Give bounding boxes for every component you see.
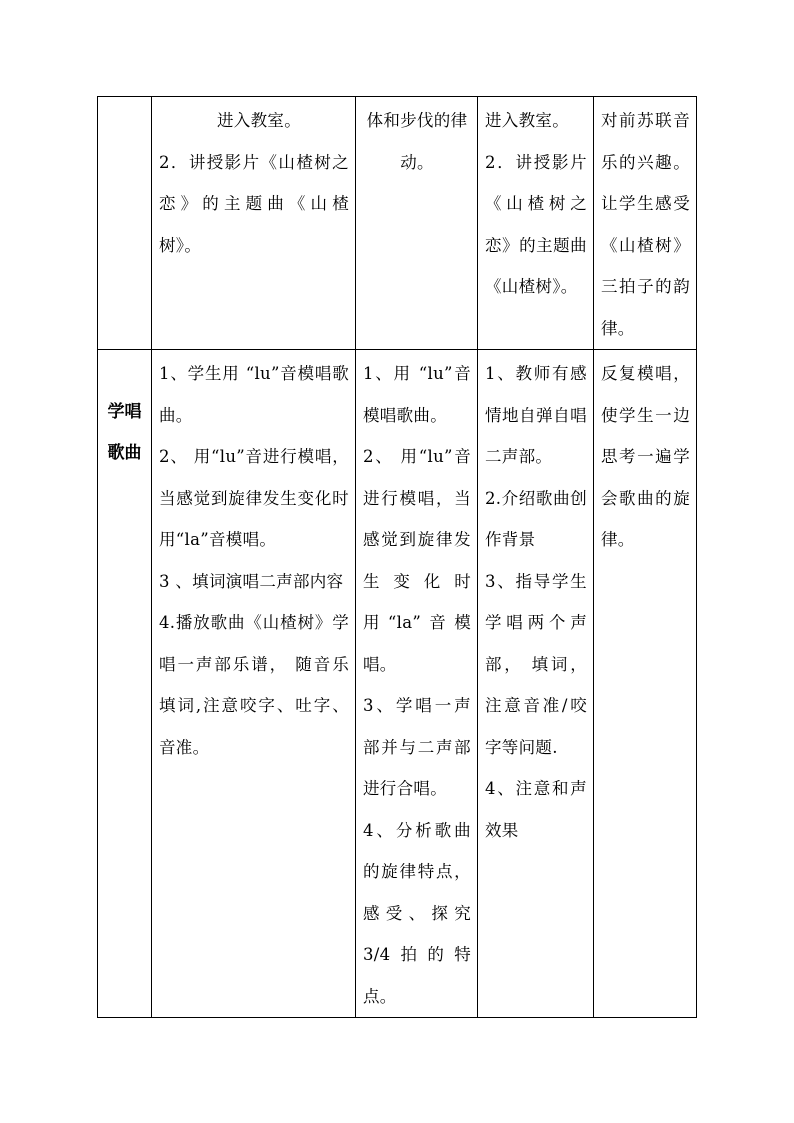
paragraph: 2．讲授影片《山楂树之恋》的主题曲《山楂树》。 xyxy=(485,152,587,296)
paragraph: 体和步伐的律动。 xyxy=(366,111,468,172)
paragraph: 3 、填词演唱二声部内容 xyxy=(159,571,344,591)
table-row xyxy=(98,97,697,350)
paragraph: 3、指导学生学唱两个声部， 填词，注意音准/咬字等问题. xyxy=(485,571,587,757)
teacher-activity-cell xyxy=(478,350,594,1018)
paragraph: 反复模唱，使学生一边思考一遍学会歌曲的旋律。 xyxy=(601,364,690,549)
intent-cell xyxy=(594,350,697,1018)
paragraph: 1、学生用 “lu”音模唱歌曲。 xyxy=(159,364,349,425)
process-cell xyxy=(356,350,478,1018)
process-cell xyxy=(356,97,478,350)
lesson-plan-table xyxy=(97,96,697,1018)
paragraph: 4.播放歌曲《山楂树》学唱一声部乐谱， 随音乐填词,注意咬字、吐字、音准。 xyxy=(159,613,349,757)
paragraph: 1、用 “lu”音模唱歌曲。 xyxy=(363,364,471,425)
stage-label-cell xyxy=(98,97,152,350)
stage-label-cell xyxy=(98,350,152,1018)
paragraph: 4、注意和声效果 xyxy=(485,779,587,840)
paragraph: 进入教室。 xyxy=(217,111,301,130)
table-row xyxy=(98,350,697,1018)
paragraph: 2、 用“lu”音进行模唱，当感觉到旋律发生变化时用“la”音模唱。 xyxy=(159,447,349,549)
paragraph: 3、学唱一声部并与二声部进行合唱。 xyxy=(363,696,471,798)
intent-cell xyxy=(594,97,697,350)
paragraph: 进入教室。 xyxy=(485,111,569,130)
paragraph: 4、分析歌曲的旋律特点，感受、探究3/4拍的特点。 xyxy=(363,820,471,1006)
paragraph: 1、教师有感情地自弹自唱二声部。 xyxy=(485,364,587,466)
student-activity-cell xyxy=(152,350,356,1018)
paragraph: 对前苏联音乐的兴趣。让学生感受《山楂树》三拍子的韵律。 xyxy=(601,111,690,338)
paragraph: 2.介绍歌曲创作背景 xyxy=(485,488,587,549)
paragraph: 2、 用“lu”音进行模唱，当感觉到旋律发生变化时用“la”音模唱。 xyxy=(363,447,471,674)
student-activity-cell xyxy=(152,97,356,350)
teacher-activity-cell xyxy=(478,97,594,350)
stage-label: 学唱歌曲 xyxy=(107,402,142,463)
paragraph: 2．讲授影片《山楂树之恋》的主题曲《山楂树》。 xyxy=(159,152,349,255)
